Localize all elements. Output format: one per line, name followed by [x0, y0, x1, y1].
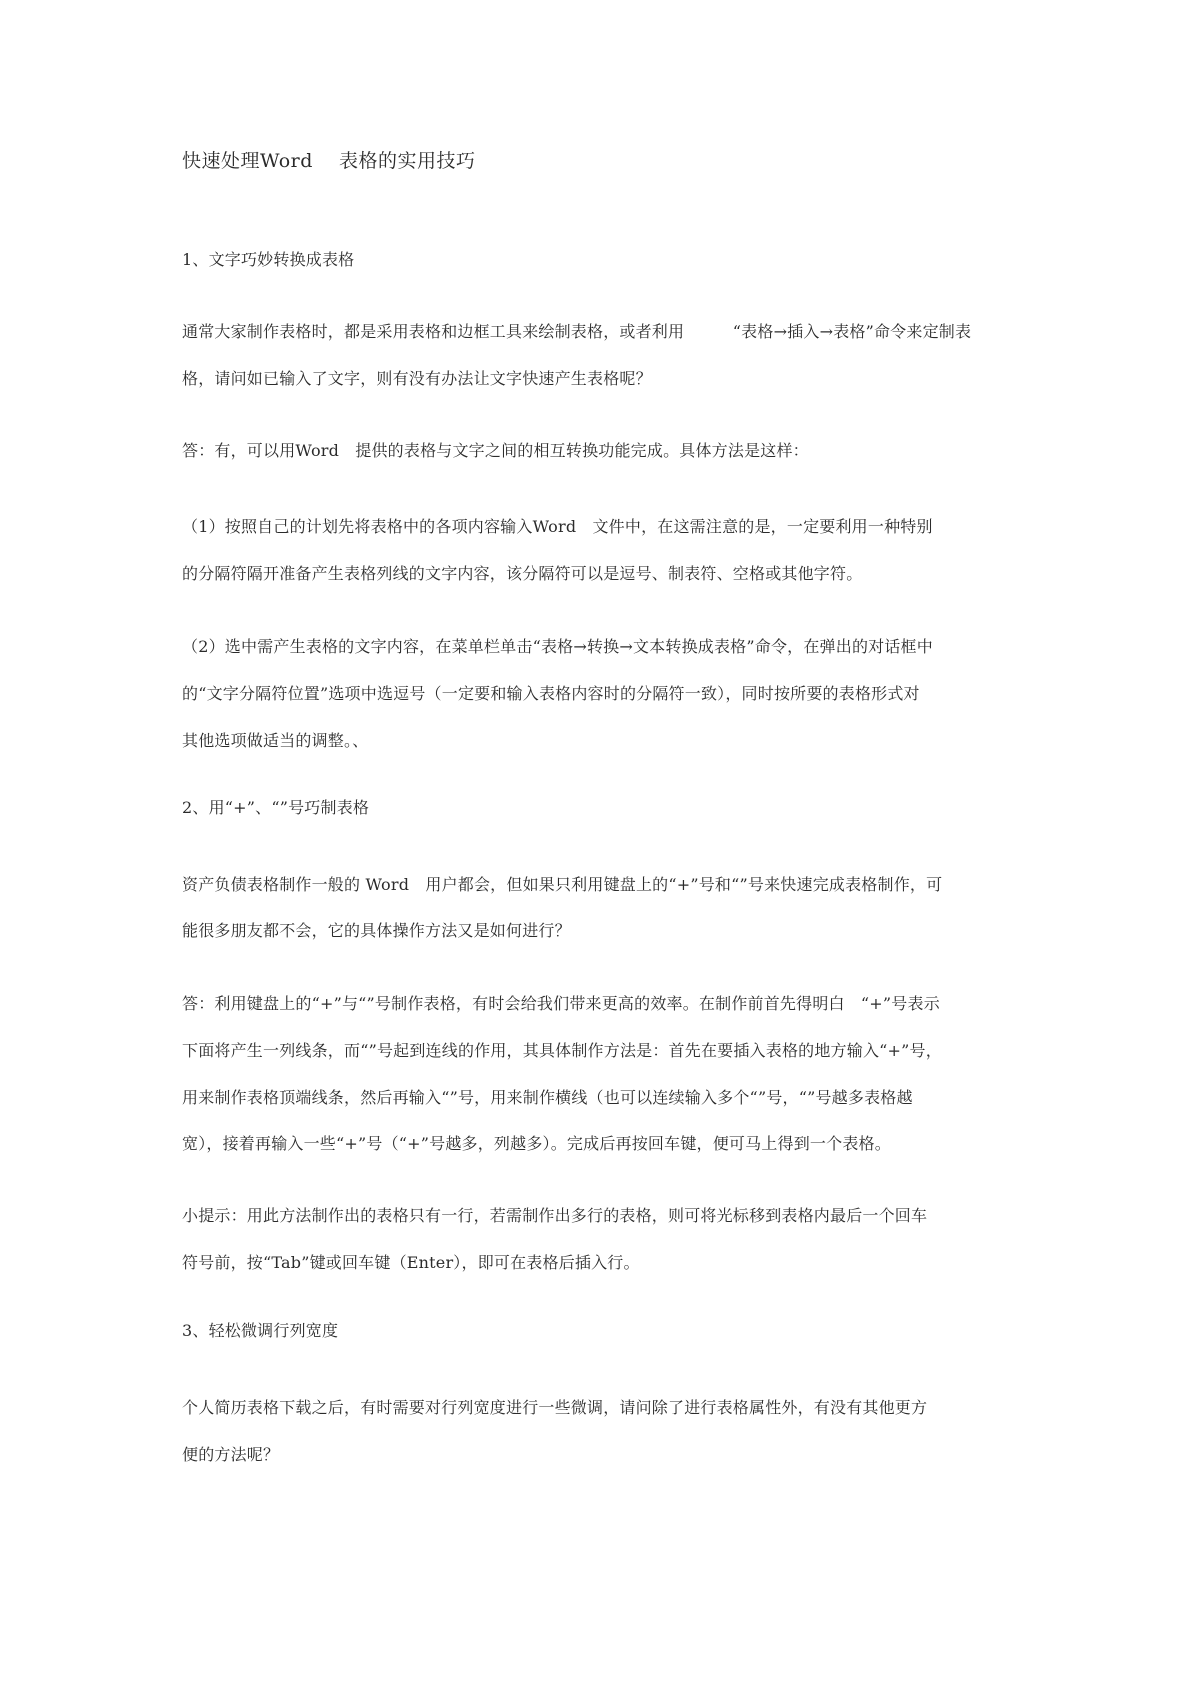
- paragraph-line: 答：有，可以用Word 提供的表格与文字之间的相互转换功能完成。具体方法是这样：: [182, 441, 809, 460]
- paragraph-line: 能很多朋友都不会，它的具体操作方法又是如何进行？: [182, 921, 571, 940]
- paragraph-line: 用来制作表格顶端线条，然后再输入“”号，用来制作横线（也可以连续输入多个“”号，“”号越多表格越: [182, 1088, 913, 1107]
- section-heading: 1、文字巧妙转换成表格: [182, 250, 355, 269]
- paragraph-line: 下面将产生一列线条，而“”号起到连线的作用，其具体制作方法是：首先在要插入表格的地方输入“+”号，: [182, 1041, 942, 1060]
- paragraph-line: 答：利用键盘上的“+”与“”号制作表格，有时会给我们带来更高的效率。在制作前首先得明白 “+”号表示: [182, 994, 940, 1013]
- paragraph-line: （1）按照自己的计划先将表格中的各项内容输入Word 文件中，在这需注意的是，一定要利用一种特别: [182, 517, 933, 536]
- tip-line: 符号前，按“Tab”键或回车键（Enter），即可在表格后插入行。: [182, 1253, 640, 1272]
- paragraph-line: 通常大家制作表格时，都是采用表格和边框工具来绘制表格，或者利用 “表格→插入→表格”命令来定制表: [182, 322, 972, 341]
- paragraph-line: 的分隔符隔开准备产生表格列线的文字内容，该分隔符可以是逗号、制表符、空格或其他字符。: [182, 564, 863, 583]
- paragraph-line: 个人简历表格下载之后，有时需要对行列宽度进行一些微调，请问除了进行表格属性外，有没有其他更方: [182, 1398, 928, 1417]
- paragraph-line: 资产负债表格制作一般的 Word 用户都会，但如果只利用键盘上的“+”号和“”号来快速完成表格制作，可: [182, 875, 943, 894]
- paragraph-line: 格，请问如已输入了文字，则有没有办法让文字快速产生表格呢？: [182, 369, 652, 388]
- section-heading: 3、轻松微调行列宽度: [182, 1321, 339, 1340]
- paragraph-line: （2）选中需产生表格的文字内容，在菜单栏单击“表格→转换→文本转换成表格”命令，在弹出的对话框中: [182, 637, 933, 656]
- tip-line: 小提示：用此方法制作出的表格只有一行，若需制作出多行的表格，则可将光标移到表格内最后一个回车: [182, 1206, 928, 1225]
- paragraph-line: 其他选项做适当的调整。、: [182, 731, 369, 750]
- document-title: 快速处理Word 表格的实用技巧: [182, 150, 476, 172]
- section-heading: 2、用“+”、“”号巧制表格: [182, 798, 370, 817]
- paragraph-line: 便的方法呢？: [182, 1445, 280, 1464]
- paragraph-line: 的“文字分隔符位置”选项中选逗号（一定要和输入表格内容时的分隔符一致），同时按所要的表格形式对: [182, 684, 920, 703]
- paragraph-line: 宽），接着再输入一些“+”号（“+”号越多，列越多）。完成后再按回车键，便可马上得到一个表格。: [182, 1134, 891, 1153]
